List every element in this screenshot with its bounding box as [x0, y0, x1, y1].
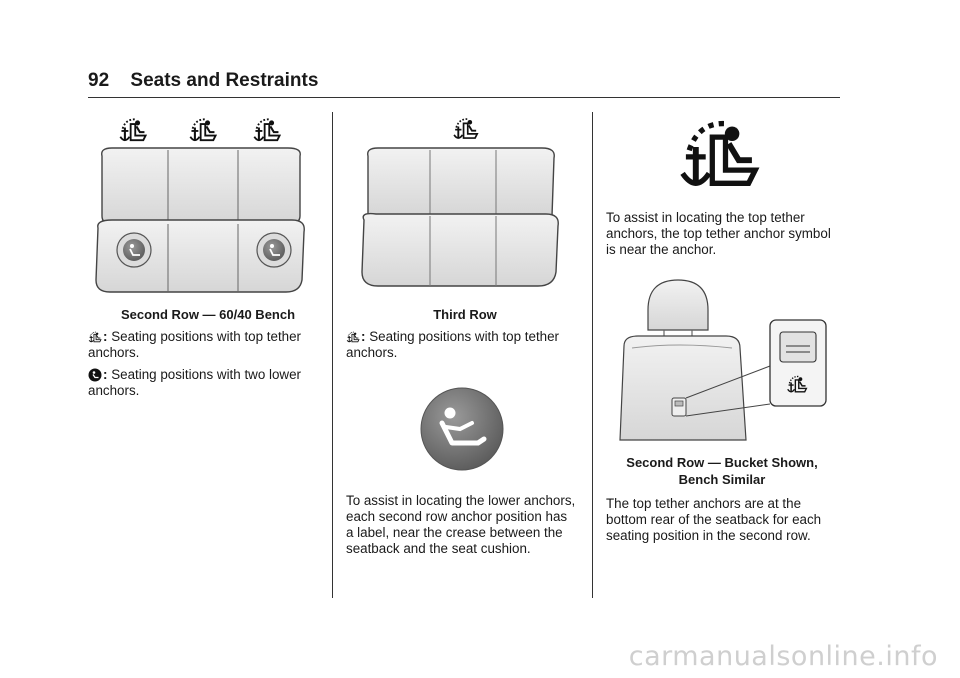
lower-anchor-legend: [88, 367, 316, 399]
caption-line-1: Second Row — Bucket Shown,: [626, 455, 818, 470]
lower-anchor-paragraph: To assist in locating the lower anchors, each second row anchor position has a label, near the crease between the seatback and the seat cushion.: [346, 493, 576, 556]
third-row-illustration: [346, 112, 578, 298]
column-right: [606, 112, 838, 544]
top-tether-anchor-symbol-icon: [683, 124, 756, 184]
legend-separator: :: [103, 329, 108, 344]
header-rule: [88, 97, 840, 98]
tether-symbol-icon: [190, 119, 215, 140]
figure-caption: Second Row — 60/40 Bench: [120, 307, 296, 322]
page-number: 92: [88, 70, 110, 91]
top-tether-symbol-illustration: [606, 112, 838, 198]
tether-legend: [88, 329, 316, 361]
bucket-seat-illustration: [606, 274, 838, 446]
top-tether-paragraph: To assist in locating the top tether anchors, the top tether anchor symbol is near the anchor.: [606, 210, 831, 257]
column-divider-1: [332, 112, 333, 598]
tether-symbol-icon: [88, 330, 102, 344]
lower-anchor-label-icon: [117, 233, 151, 267]
figure-caption: [606, 454, 838, 488]
second-row-bench-illustration: [88, 112, 316, 298]
tether-symbol-icon: [254, 119, 279, 140]
caption-line-2: Bench Similar: [678, 472, 766, 487]
tether-symbol-icon: [454, 119, 477, 138]
lower-anchor-icon: [88, 368, 102, 382]
column-middle: [346, 112, 578, 557]
tether-legend-text: Seating positions with top tether anchors.: [88, 329, 302, 360]
lower-legend-text: Seating positions with two lower anchors.: [88, 367, 301, 398]
tether-symbol-icon: [346, 330, 360, 344]
figure-caption: Third Row: [433, 307, 497, 322]
lower-anchor-symbol-icon: [421, 388, 503, 470]
tether-legend-text: Seating positions with top tether anchors.: [346, 329, 560, 360]
tether-location-paragraph: The top tether anchors are at the bottom rear of the seatback for each seating position in the second row.: [606, 496, 822, 543]
lower-anchor-label-icon: [257, 233, 291, 267]
legend-separator: :: [103, 367, 108, 382]
column-divider-2: [592, 112, 593, 598]
legend-separator: :: [361, 329, 366, 344]
section-title: Seats and Restraints: [130, 70, 319, 91]
tether-legend: [346, 329, 578, 361]
tether-symbol-icon: [120, 119, 145, 140]
lower-anchor-label-illustration: [346, 381, 578, 481]
page-header: [88, 70, 318, 92]
column-left: [88, 112, 316, 399]
watermark: carmanualsonline.info: [628, 641, 938, 672]
